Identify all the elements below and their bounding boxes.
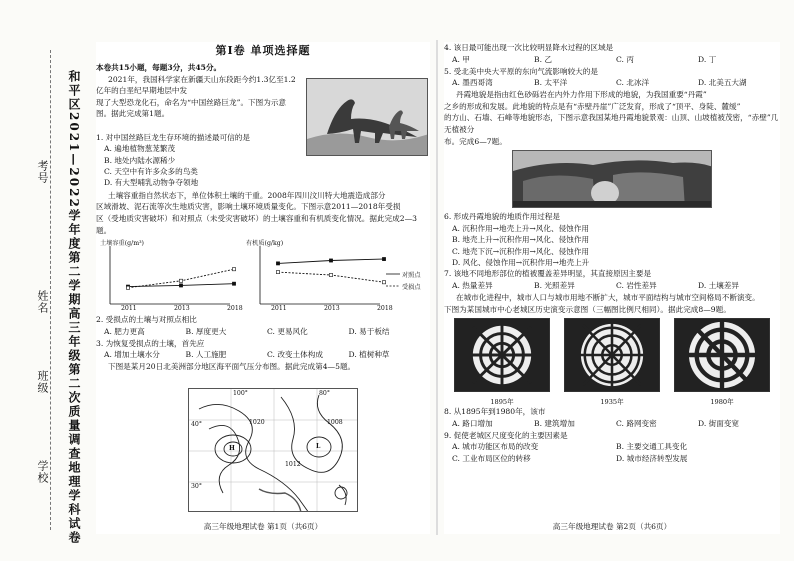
q4-option-d: D. 丁 <box>698 54 717 64</box>
map-lat-label-1: 40° <box>191 421 202 428</box>
q9-option-a: A. 城市功能区布局的改变 <box>452 442 539 452</box>
data-point-3-2 <box>382 281 385 284</box>
q5-option-c: C. 北冰洋 <box>616 78 650 88</box>
data-point-1-0 <box>126 286 129 289</box>
q7-option-d: D. 土壤差异 <box>698 280 740 290</box>
passage3-line4: 布。完成6—7题。 <box>444 136 507 146</box>
map-high-marker: H <box>229 445 235 452</box>
q6-option-c: C. 地壳下沉→沉积作用→风化、侵蚀作用 <box>452 246 589 256</box>
isobar-label-1008: 1008 <box>327 419 343 426</box>
map-intro: 下图是某月20日北美洲部分地区海平面气压分布图。据此完成第4—5题。 <box>108 362 356 372</box>
map-lon-label-2: 80° <box>319 390 330 397</box>
left-panel-plot <box>126 268 235 290</box>
danxia-photo <box>512 150 712 208</box>
map-low-marker: L <box>316 443 321 450</box>
q9-stem: 9. 促使老城区尺度变化的主要因素是 <box>444 430 568 440</box>
q6-option-a: A. 沉积作用→地壳上升→风化、侵蚀作用 <box>452 223 589 233</box>
q2-stem: 2. 受损点的土壤与对照点相比 <box>96 315 197 325</box>
q7-option-b: B. 光照差异 <box>534 280 575 290</box>
passage4-line1: 在城市化进程中，城市人口与城市用地不断扩大，城市平面结构与城市空间格局不断演变。 <box>456 292 760 302</box>
school-label: 学校 <box>36 460 49 484</box>
class-label: 班级 <box>36 370 49 394</box>
passage3-line3: 的方山、石墙、石峰等地貌形态，下图示意我国某地丹霞地貌景观：山顶、山坡植被茂密，“赤壁”几无植被分 <box>444 113 779 134</box>
passage3-line1: 丹霞地貌是指由红色砂砾岩在内外力作用下形成的地貌，为我国重要“丹霞” <box>456 90 707 100</box>
data-point-3-1 <box>329 274 332 277</box>
q4-option-c: C. 丙 <box>616 54 634 64</box>
q2-option-a: A. 肥力更高 <box>104 326 145 336</box>
data-point-1-1 <box>179 279 182 282</box>
city-maps-row <box>444 318 780 406</box>
q2-option-d: D. 易于板结 <box>348 326 390 336</box>
q1-option-a: A. 遍地植物葱茏繁茂 <box>104 144 176 154</box>
city-map-1895-year: 1895年 <box>490 398 514 407</box>
x-tick-label: 2011 <box>121 305 137 313</box>
q1-option-d: D. 有大型哺乳动物争夺领地 <box>104 178 199 188</box>
q3-stem: 3. 为恢复受损点的土壤，首先应 <box>96 338 205 348</box>
passage4-line2: 下图为某国城市中心老城区历史演变示意图（三幅图比例尺相同）。据此完成8—9题。 <box>444 304 731 314</box>
q9-option-d: D. 城市经济转型发展 <box>616 454 688 464</box>
q4-option-a: A. 甲 <box>452 54 470 64</box>
soil-chart <box>96 238 430 314</box>
left-ylabel: 土壤容重(g/m³) <box>100 240 144 248</box>
q5-option-a: A. 墨西哥湾 <box>452 78 493 88</box>
data-point-3-0 <box>276 271 279 274</box>
q3-option-d: D. 植树种草 <box>348 350 390 360</box>
q8-option-c: C. 路网变密 <box>616 418 657 428</box>
right-footer: 高三年级地理试卷 第2页（共6页） <box>552 522 672 531</box>
x-tick-label: 2011 <box>271 305 287 313</box>
q5-stem: 5. 受北美中央大平原的东向气流影响较大的是 <box>444 66 598 76</box>
exam-title-vertical: 和平区2021—2022学年度第二学期高三年级第二次质量调查地理学科试卷 <box>67 70 81 545</box>
q3-option-c: C. 改变土体构成 <box>267 350 323 360</box>
soil-chart-svg <box>96 238 430 314</box>
q3-option-a: A. 增加土壤水分 <box>104 350 160 360</box>
passage2-line1: 土壤容重指自然状态下，单位体积土壤的干重。2008年四川汶川特大地震造成部分 <box>108 190 386 200</box>
map-lat-label-2: 30° <box>191 483 202 490</box>
city-map-1935 <box>564 318 660 406</box>
data-point-2-0 <box>276 262 279 265</box>
section-title: 第Ⅰ卷 单项选择题 <box>215 44 311 57</box>
city-map-1895 <box>454 318 550 406</box>
right-ylabel: 有机质(g/kg) <box>246 240 284 248</box>
q1-stem: 1. 对中国丝路巨龙生存环境的描述最可信的是 <box>96 132 250 142</box>
right-page <box>444 42 780 534</box>
passage2-line3: 区（受地质灾害破坏）和对照点（未受灾害破坏）的土壤容重和有机质变化情况。据此完成2—3题。 <box>96 214 418 235</box>
passage3-line2: 之乡的形成和发展。此地貌的特点是有“赤壁丹崖”广泛发育，形成了“顶平、身陡、麓缓” <box>444 101 741 111</box>
binding-strip <box>0 40 90 545</box>
dinosaur-illustration <box>306 78 428 156</box>
q4-option-b: B. 乙 <box>534 54 553 64</box>
q1-option-c: C. 天空中有许多众多的鸟类 <box>104 167 198 176</box>
x-tick-label: 2013 <box>324 305 340 313</box>
data-point-1-2 <box>232 268 235 271</box>
q6-option-d: D. 风化、侵蚀作用→沉积作用→地壳上升 <box>452 257 590 267</box>
x-tick-label: 2013 <box>174 305 190 313</box>
city-map-1980 <box>674 318 770 406</box>
q6-option-b: B. 地壳上升→沉积作用→风化、侵蚀作用 <box>452 235 590 245</box>
q8-option-a: A. 路口增加 <box>452 418 493 428</box>
map-lon-label-1: 100° <box>233 390 248 397</box>
isobar-label-1020: 1020 <box>249 419 265 426</box>
seal-line <box>50 50 51 530</box>
q4-stem: 4. 该日最可能出现一次比较明显降水过程的区域是 <box>444 43 614 52</box>
isobar-label-1012: 1012 <box>285 461 301 468</box>
q2-option-c: C. 更易风化 <box>267 326 308 336</box>
left-footer: 高三年级地理试卷 第1页（共6页） <box>203 522 323 531</box>
q9-option-c: C. 工业布局区位的转移 <box>452 454 531 464</box>
page-fold <box>436 40 438 535</box>
exam-no-label: 考号 <box>36 160 49 184</box>
legend-damaged: 受损点 <box>402 284 421 292</box>
q7-option-a: A. 热量差异 <box>452 280 493 290</box>
q5-option-d: D. 北美五大湖 <box>698 78 747 88</box>
q2-option-b: B. 厚度更大 <box>185 326 227 336</box>
data-point-0-2 <box>232 282 235 285</box>
data-point-2-1 <box>329 259 332 262</box>
right-panel-plot <box>276 258 385 284</box>
q8-option-d: D. 街面变宽 <box>698 418 740 428</box>
passage1-line1: 2021年，我国科学家在新疆天山东段距今约1.3亿至1.2亿年的白垩纪早期地层中发 <box>96 74 296 96</box>
q6-stem: 6. 形成丹霞地貌的地质作用过程是 <box>444 212 560 222</box>
data-point-0-1 <box>179 284 182 287</box>
q9-option-b: B. 主要交通工具变化 <box>616 442 688 452</box>
passage2-line2: 区域滑坡、泥石流等次生地质灾害，影响土壤环境质量变化。下图示意2011—2018年受损 <box>96 202 401 212</box>
instructions: 本卷共15小题，每题3分，共45分。 <box>96 63 222 72</box>
q5-option-b: B. 太平洋 <box>534 78 568 88</box>
legend-control: 对照点 <box>402 272 421 280</box>
city-map-1980-year: 1980年 <box>710 398 734 407</box>
q7-stem: 7. 该地不同地形部位的植被覆盖差异明显，其直接原因主要是 <box>444 269 652 279</box>
x-tick-label: 2018 <box>377 305 393 313</box>
q7-option-c: C. 岩性差异 <box>616 280 657 290</box>
left-page <box>96 42 430 534</box>
name-label: 姓名 <box>36 290 49 314</box>
x-tick-label: 2018 <box>227 305 243 313</box>
passage1-line2: 现了大型恐龙化石，命名为“中国丝路巨龙”。下图为示意图。据此完成第1题。 <box>96 97 287 119</box>
pressure-map <box>188 388 358 512</box>
city-map-1935-year: 1935年 <box>600 398 624 407</box>
q3-option-b: B. 人工施肥 <box>185 350 227 360</box>
q8-option-b: B. 建筑增加 <box>534 418 575 428</box>
q8-stem: 8. 从1895年到1980年，该市 <box>444 407 546 417</box>
data-point-2-2 <box>382 258 385 261</box>
q1-option-b: B. 地处内陆水源稀少 <box>104 155 176 165</box>
